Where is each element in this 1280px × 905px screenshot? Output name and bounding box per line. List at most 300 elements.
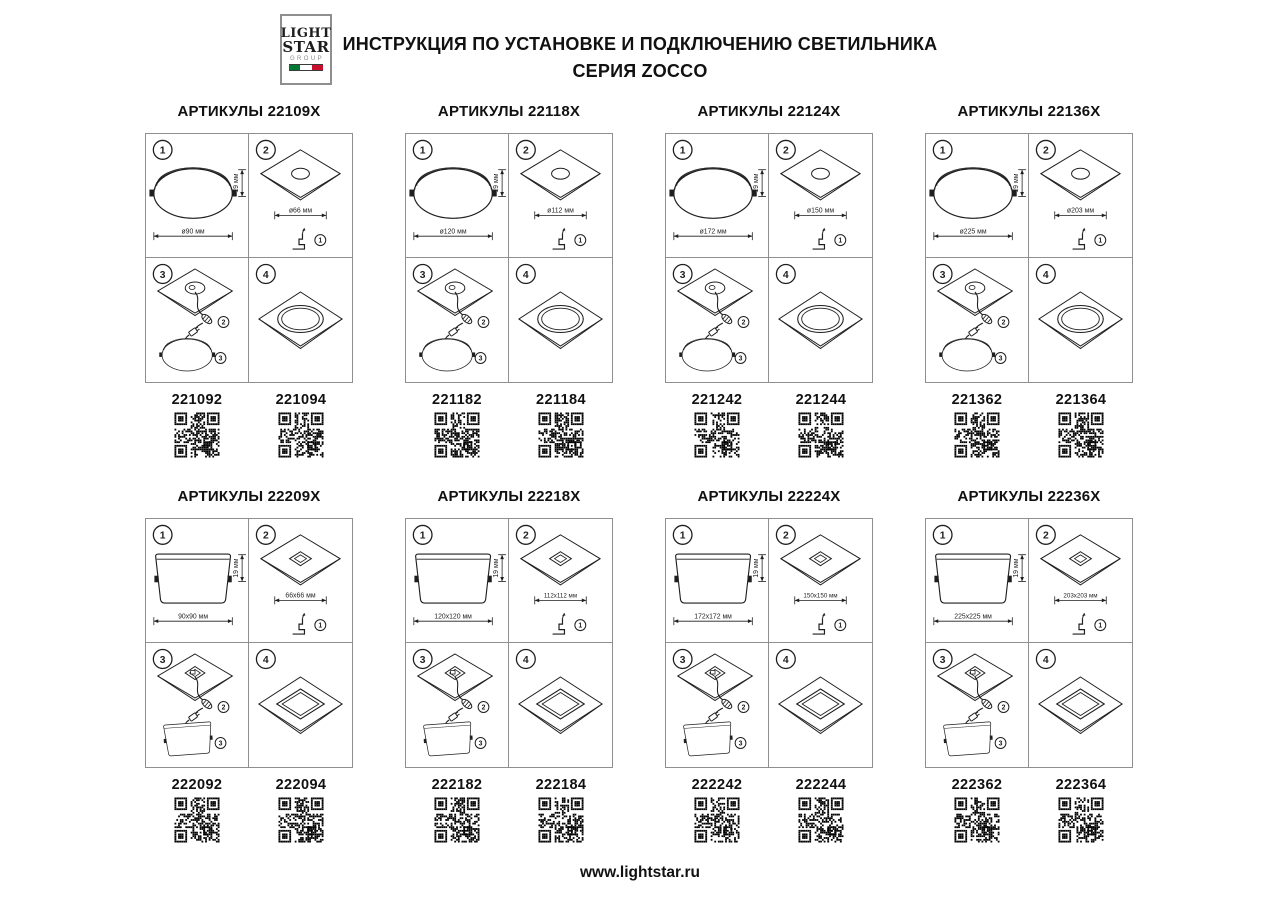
panel-title: АРТИКУЛЫ 22236X (957, 488, 1101, 505)
cut-tool-icon (1073, 228, 1086, 249)
round-fixture (679, 338, 735, 371)
panel-title: АРТИКУЛЫ 22136X (957, 103, 1101, 120)
svg-text:ø203 мм: ø203 мм (1066, 207, 1095, 215)
dimension-vertical (753, 555, 766, 582)
article-number: 222184 (535, 777, 587, 793)
svg-text:1: 1 (419, 530, 426, 542)
dimension-horizontal (535, 593, 587, 605)
svg-text:112x112 мм: 112x112 мм (543, 592, 578, 600)
svg-text:172x172 мм: 172x172 мм (694, 613, 732, 621)
svg-text:1: 1 (1098, 237, 1103, 245)
article-number: 222364 (1055, 777, 1107, 793)
svg-text:3: 3 (679, 654, 686, 666)
step-number-badge (933, 525, 952, 544)
ref-badge (735, 353, 746, 364)
round-cutout (1072, 168, 1090, 179)
step-number-badge (1036, 650, 1055, 669)
ref-badge (995, 353, 1006, 364)
step-4-cell (509, 258, 612, 382)
step-number-badge (256, 525, 275, 544)
dimension-horizontal (934, 229, 1012, 241)
square-fixture (943, 722, 994, 757)
round-fixture (149, 168, 236, 219)
svg-text:19 мм: 19 мм (1013, 173, 1021, 193)
product-panel (405, 103, 613, 458)
step-1-cell (926, 519, 1029, 643)
svg-text:1: 1 (939, 145, 946, 157)
svg-text:225x225 мм: 225x225 мм (954, 613, 992, 621)
step-1-cell (406, 519, 509, 643)
svg-text:1: 1 (578, 622, 583, 630)
svg-text:150x150 мм: 150x150 мм (803, 592, 838, 600)
svg-text:3: 3 (218, 355, 223, 363)
qr-codes (925, 797, 1133, 843)
svg-text:3: 3 (939, 269, 946, 281)
dimension-horizontal (154, 229, 232, 241)
qr-code-image (434, 797, 480, 843)
qr-code-image (278, 412, 324, 458)
svg-text:2: 2 (262, 530, 269, 542)
panel-title: АРТИКУЛЫ 22224X (697, 488, 841, 505)
svg-text:19 мм: 19 мм (493, 173, 501, 193)
panel-title: АРТИКУЛЫ 22109X (177, 103, 321, 120)
step-3-cell (666, 258, 769, 382)
svg-text:19 мм: 19 мм (233, 173, 241, 193)
panel-title: АРТИКУЛЫ 22124X (697, 103, 841, 120)
dimension-horizontal (674, 229, 752, 241)
step-number-badge (673, 265, 692, 284)
qr-code (145, 412, 249, 458)
ref-badge (215, 738, 226, 749)
cut-tool-icon (813, 613, 826, 634)
round-fixture (419, 338, 475, 371)
dimension-horizontal (414, 614, 492, 626)
instruction-diagram (925, 518, 1133, 768)
product-panel (145, 488, 353, 843)
svg-text:ø120 мм: ø120 мм (439, 228, 467, 236)
round-cutout (292, 168, 310, 179)
svg-text:1: 1 (159, 530, 166, 542)
step-3-cell (146, 643, 249, 767)
step-number-badge (153, 650, 172, 669)
article-number: 222182 (431, 777, 483, 793)
step-number-badge (256, 650, 275, 669)
qr-code (249, 797, 353, 843)
svg-text:4: 4 (782, 654, 789, 666)
ref-badge (835, 620, 846, 631)
svg-text:2: 2 (782, 145, 789, 157)
svg-text:1: 1 (1098, 622, 1103, 630)
svg-text:ø112 мм: ø112 мм (547, 207, 574, 215)
step-number-badge (256, 265, 275, 284)
website-url: www.lightstar.ru (580, 864, 700, 881)
ref-badge (575, 235, 586, 246)
svg-text:2: 2 (522, 145, 529, 157)
square-fixture (683, 722, 734, 757)
ref-badge (1095, 620, 1106, 631)
title-line-2: СЕРИЯ ZOCCO (572, 61, 708, 81)
qr-code-image (1058, 412, 1104, 458)
article-number: 221362 (951, 392, 1003, 408)
svg-text:1: 1 (159, 145, 166, 157)
ref-badge (218, 317, 229, 328)
step-3-cell (146, 258, 249, 382)
article-number: 221094 (275, 392, 327, 408)
svg-text:2: 2 (221, 319, 226, 327)
qr-codes (145, 797, 353, 843)
step-4-cell (769, 258, 872, 382)
wire-plug (708, 326, 720, 336)
title-line-1: ИНСТРУКЦИЯ ПО УСТАНОВКЕ И ПОДКЛЮЧЕНИЮ СВЕТИЛЬНИКА (342, 34, 938, 54)
dimension-horizontal (275, 208, 327, 220)
instruction-diagram (665, 518, 873, 768)
svg-text:2: 2 (741, 319, 746, 327)
qr-code (1029, 412, 1133, 458)
dimension-horizontal (154, 614, 232, 626)
qr-code-image (434, 412, 480, 458)
svg-text:2: 2 (1042, 530, 1049, 542)
svg-text:ø172 мм: ø172 мм (699, 228, 727, 236)
svg-text:2: 2 (1042, 145, 1049, 157)
step-4-cell (249, 258, 352, 382)
ref-badge (998, 702, 1009, 713)
step-number-badge (516, 650, 535, 669)
article-number: 221242 (691, 392, 743, 408)
article-numbers (925, 777, 1133, 793)
round-fixture (939, 338, 995, 371)
step-number-badge (933, 140, 952, 159)
svg-text:1: 1 (578, 237, 583, 245)
svg-text:2: 2 (782, 530, 789, 542)
round-cutout (552, 168, 570, 179)
step-number-badge (673, 650, 692, 669)
dimension-vertical (493, 170, 506, 197)
ref-badge (475, 738, 486, 749)
wire-plug (708, 711, 720, 721)
dimension-horizontal (414, 229, 492, 241)
step-number-badge (776, 650, 795, 669)
svg-text:2: 2 (262, 145, 269, 157)
round-fixture (159, 338, 215, 371)
wire-plug (188, 326, 200, 336)
logo-text-group: GROUP (289, 56, 324, 62)
qr-code (1029, 797, 1133, 843)
step-3-cell (406, 643, 509, 767)
dimension-vertical (1013, 170, 1026, 197)
article-number: 221092 (171, 392, 223, 408)
qr-codes (925, 412, 1133, 458)
step-3-cell (926, 258, 1029, 382)
step-3-cell (406, 258, 509, 382)
step-1-cell (666, 519, 769, 643)
cut-tool-icon (553, 613, 566, 634)
step-number-badge (413, 525, 432, 544)
qr-code-image (538, 412, 584, 458)
step-number-badge (1036, 140, 1055, 159)
svg-text:3: 3 (738, 355, 743, 363)
panel-title: АРТИКУЛЫ 22218X (437, 488, 581, 505)
product-panel (665, 488, 873, 843)
qr-code (405, 412, 509, 458)
panel-row-bottom (145, 488, 1133, 843)
qr-code-image (538, 797, 584, 843)
dimension-vertical (233, 555, 246, 582)
step-2-cell (509, 519, 612, 643)
svg-text:2: 2 (1001, 704, 1006, 712)
step-2-cell (1029, 519, 1132, 643)
product-panel (405, 488, 613, 843)
article-numbers (665, 392, 873, 408)
cut-tool-icon (1073, 613, 1086, 634)
svg-text:120x120 мм: 120x120 мм (434, 613, 472, 621)
dimension-vertical (493, 555, 506, 582)
step-4-cell (509, 643, 612, 767)
wire-plug (968, 326, 980, 336)
qr-code-image (798, 412, 844, 458)
panel-title: АРТИКУЛЫ 22209X (177, 488, 321, 505)
article-numbers (145, 777, 353, 793)
svg-text:ø66 мм: ø66 мм (288, 207, 313, 215)
svg-text:ø90 мм: ø90 мм (181, 228, 205, 236)
step-4-cell (249, 643, 352, 767)
qr-code (509, 797, 613, 843)
wire-plug (448, 326, 460, 336)
svg-text:1: 1 (318, 237, 323, 245)
svg-text:3: 3 (218, 740, 223, 748)
svg-text:3: 3 (939, 654, 946, 666)
installed-fixture (278, 306, 324, 333)
dimension-horizontal (795, 208, 847, 220)
svg-text:3: 3 (419, 654, 426, 666)
ref-badge (738, 702, 749, 713)
svg-text:1: 1 (318, 622, 323, 630)
step-number-badge (933, 650, 952, 669)
svg-text:4: 4 (262, 269, 269, 281)
article-number: 222094 (275, 777, 327, 793)
svg-text:19 мм: 19 мм (493, 558, 501, 578)
square-fixture (674, 554, 751, 603)
qr-code-image (1058, 797, 1104, 843)
step-1-cell (926, 134, 1029, 258)
article-numbers (405, 392, 613, 408)
round-fixture (669, 168, 756, 219)
article-numbers (405, 777, 613, 793)
svg-text:66x66 мм: 66x66 мм (285, 592, 316, 600)
dimension-horizontal (1055, 208, 1107, 220)
dimension-horizontal (674, 614, 752, 626)
article-number: 222244 (795, 777, 847, 793)
step-2-cell (1029, 134, 1132, 258)
qr-codes (665, 797, 873, 843)
step-2-cell (509, 134, 612, 258)
qr-code-image (954, 412, 1000, 458)
svg-text:ø150 мм: ø150 мм (806, 207, 835, 215)
qr-code (925, 412, 1029, 458)
qr-code (665, 797, 769, 843)
step-4-cell (769, 643, 872, 767)
step-3-cell (926, 643, 1029, 767)
article-number: 222362 (951, 777, 1003, 793)
instruction-diagram (405, 518, 613, 768)
instruction-diagram (145, 518, 353, 768)
dimension-horizontal (795, 593, 847, 605)
ref-badge (478, 317, 489, 328)
square-fixture (163, 722, 214, 757)
qr-code (769, 797, 873, 843)
svg-text:2: 2 (221, 704, 226, 712)
cut-tool-icon (293, 228, 306, 249)
svg-text:2: 2 (522, 530, 529, 542)
ref-badge (575, 620, 586, 631)
instruction-diagram (405, 133, 613, 383)
ref-badge (215, 353, 226, 364)
wire-plug (188, 711, 200, 721)
svg-text:1: 1 (419, 145, 426, 157)
svg-text:3: 3 (998, 355, 1003, 363)
article-number: 221364 (1055, 392, 1107, 408)
svg-text:1: 1 (838, 622, 843, 630)
installed-fixture (538, 306, 584, 333)
article-numbers (925, 392, 1133, 408)
svg-text:3: 3 (679, 269, 686, 281)
dimension-horizontal (1055, 593, 1107, 605)
qr-code-image (278, 797, 324, 843)
wire-plug (448, 711, 460, 721)
qr-code-image (954, 797, 1000, 843)
panel-row-top (145, 103, 1133, 458)
svg-text:4: 4 (522, 269, 529, 281)
step-number-badge (776, 140, 795, 159)
ref-badge (315, 235, 326, 246)
svg-text:2: 2 (481, 704, 486, 712)
ref-badge (998, 317, 1009, 328)
svg-text:3: 3 (159, 269, 166, 281)
square-fixture (423, 722, 474, 757)
step-4-cell (1029, 258, 1132, 382)
step-4-cell (1029, 643, 1132, 767)
svg-text:4: 4 (1042, 654, 1049, 666)
dimension-vertical (753, 170, 766, 197)
cut-tool-icon (293, 613, 306, 634)
step-3-cell (666, 643, 769, 767)
svg-text:3: 3 (478, 740, 483, 748)
step-number-badge (1036, 265, 1055, 284)
qr-code-image (694, 797, 740, 843)
wire-plug (968, 711, 980, 721)
step-1-cell (146, 519, 249, 643)
qr-code (769, 412, 873, 458)
round-cutout (812, 168, 830, 179)
svg-text:19 мм: 19 мм (233, 558, 241, 578)
step-number-badge (1036, 525, 1055, 544)
dimension-vertical (233, 170, 246, 197)
qr-code (925, 797, 1029, 843)
svg-text:4: 4 (522, 654, 529, 666)
svg-text:90x90 мм: 90x90 мм (178, 613, 209, 621)
dimension-vertical (1013, 555, 1026, 582)
qr-code-image (798, 797, 844, 843)
product-panel (145, 103, 353, 458)
step-2-cell (249, 519, 352, 643)
svg-text:3: 3 (159, 654, 166, 666)
qr-code (145, 797, 249, 843)
step-number-badge (256, 140, 275, 159)
dimension-horizontal (535, 208, 587, 220)
step-number-badge (776, 265, 795, 284)
ref-badge (478, 702, 489, 713)
ref-badge (735, 738, 746, 749)
panel-title: АРТИКУЛЫ 22118X (437, 103, 581, 120)
cut-tool-icon (813, 228, 826, 249)
svg-text:4: 4 (262, 654, 269, 666)
product-panel (925, 488, 1133, 843)
logo-text-light: LIGHT (280, 26, 332, 41)
svg-text:19 мм: 19 мм (753, 558, 761, 578)
instruction-diagram (665, 133, 873, 383)
step-number-badge (153, 140, 172, 159)
svg-text:203x203 мм: 203x203 мм (1063, 592, 1098, 600)
product-panel (665, 103, 873, 458)
round-fixture (929, 168, 1016, 219)
qr-code (405, 797, 509, 843)
step-number-badge (413, 650, 432, 669)
step-number-badge (516, 525, 535, 544)
dimension-horizontal (934, 614, 1012, 626)
article-number: 222242 (691, 777, 743, 793)
step-number-badge (673, 525, 692, 544)
qr-code (249, 412, 353, 458)
ref-badge (835, 235, 846, 246)
ref-badge (738, 317, 749, 328)
step-2-cell (769, 519, 872, 643)
step-number-badge (673, 140, 692, 159)
ref-badge (1095, 235, 1106, 246)
svg-text:2: 2 (481, 319, 486, 327)
svg-text:1: 1 (939, 530, 946, 542)
square-fixture (154, 554, 231, 603)
step-number-badge (153, 265, 172, 284)
svg-text:ø225 мм: ø225 мм (959, 228, 987, 236)
qr-code-image (174, 412, 220, 458)
installed-fixture (1058, 306, 1104, 333)
step-number-badge (413, 140, 432, 159)
svg-text:3: 3 (998, 740, 1003, 748)
installed-fixture (798, 306, 844, 333)
qr-codes (405, 412, 613, 458)
svg-text:19 мм: 19 мм (753, 173, 761, 193)
step-number-badge (776, 525, 795, 544)
step-2-cell (769, 134, 872, 258)
svg-text:19 мм: 19 мм (1013, 558, 1021, 578)
round-fixture (409, 168, 496, 219)
article-numbers (665, 777, 873, 793)
qr-codes (665, 412, 873, 458)
qr-codes (145, 412, 353, 458)
qr-codes (405, 797, 613, 843)
ref-badge (218, 702, 229, 713)
article-number: 221244 (795, 392, 847, 408)
svg-text:1: 1 (679, 145, 686, 157)
article-numbers (145, 392, 353, 408)
step-number-badge (933, 265, 952, 284)
article-number: 221182 (432, 392, 482, 408)
step-2-cell (249, 134, 352, 258)
qr-code-image (174, 797, 220, 843)
svg-text:4: 4 (1042, 269, 1049, 281)
ref-badge (315, 620, 326, 631)
step-number-badge (413, 265, 432, 284)
instruction-diagram (145, 133, 353, 383)
